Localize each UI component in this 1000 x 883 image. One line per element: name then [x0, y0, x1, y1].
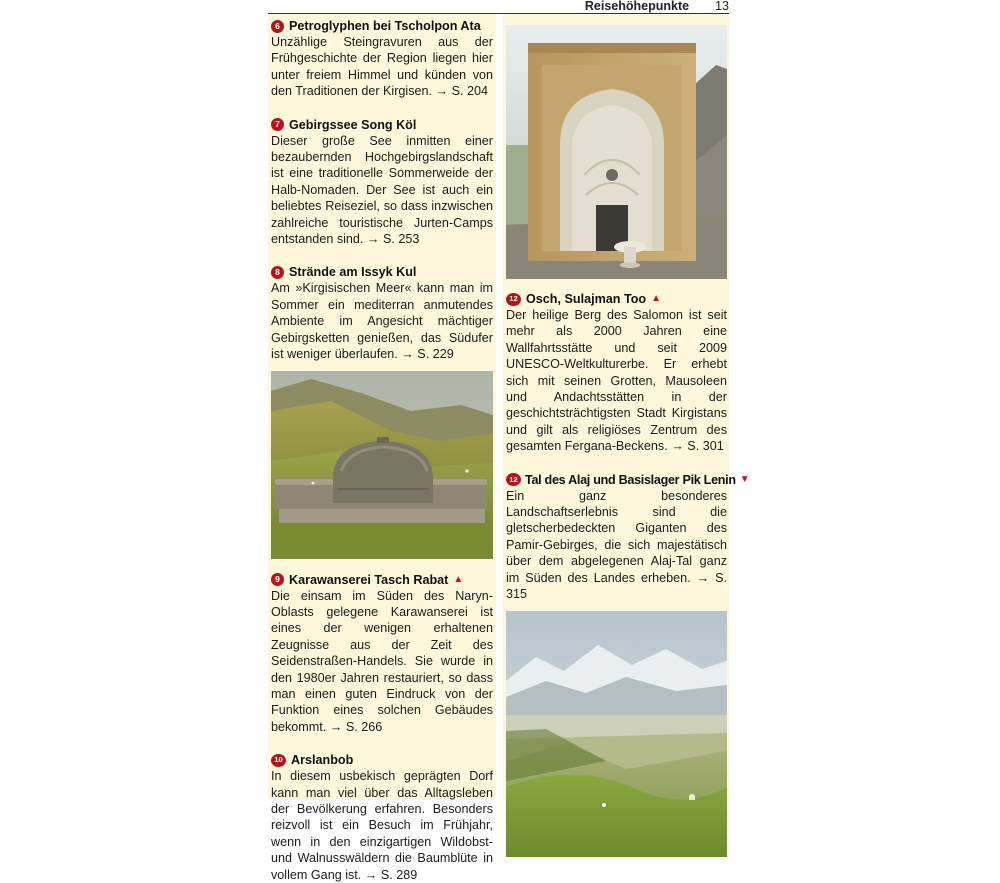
entry-title: Tal des Alaj und Basislager Pik Lenin: [525, 472, 736, 487]
entry-heading: [506, 291, 727, 307]
entry-text: Unzählige Steingravuren aus der Frühgeschichte der Region liegen hier unter freiem Himmel und künden von den Traditionen der Kirgisen. → S. 204: [271, 35, 493, 99]
entry-title: Osch, Sulajman Too: [526, 292, 647, 306]
entry-text: Ein ganz besonderes Landschaftserlebnis sind die gletscherbedeckten Giganten des Pamir-Gebirges, die sich majestätisch über dem abgelegenen Alaj-Tal ganz im Süden des Landes erheben. → S. 315: [506, 488, 727, 602]
entry-heading: [506, 472, 750, 488]
numbered-badge-icon: 10: [271, 754, 286, 767]
section-title: Reisehöhepunkte: [584, 0, 690, 13]
numbered-badge-icon: 12: [506, 473, 521, 486]
header-rule: [268, 13, 729, 14]
entry-text: In diesem usbekisch geprägten Dorf kann man viel über das Alltagsleben der Bevölkerung erfahren. Besonders reizvoll ist ein Besuch im Frühjahr, wenn in den einzigartigen Wildobst- und Walnusswäldern die Baumblüte in vollem Gang ist. → S. 289: [271, 769, 493, 882]
photo-alaj-valley: [506, 611, 727, 857]
entry-title: Karawanserei Tasch Rabat: [289, 572, 449, 587]
entry-petroglyphs: [271, 18, 493, 100]
triangle-up-icon: ▲: [453, 573, 464, 585]
entry-text: Dieser große See inmitten einer bezaubernden Hochgebirgslandschaft ist eine traditionelle Sommerweide der Halb-Nomaden. Der See ist auch ein beliebtes Reiseziel, so dass inzwischen zahlreiche touristische Jurten-Camps entstanden sind. → S. 253: [271, 133, 493, 247]
numbered-badge-icon: 12: [506, 293, 521, 306]
entry-osch: [506, 291, 727, 455]
page-number: 13: [715, 0, 729, 13]
triangle-up-icon: ▲: [651, 293, 662, 304]
left-column: [271, 18, 493, 883]
photo-sulajman-too: [506, 25, 727, 279]
entry-heading: [271, 752, 493, 768]
entry-heading: [271, 572, 493, 588]
numbered-badge-icon: 8: [271, 266, 284, 279]
entry-tash-rabat: [271, 572, 493, 736]
entry-arslanbob: [271, 752, 493, 883]
entry-heading: [271, 264, 493, 280]
entry-text: Der heilige Berg des Salomon ist seit mehr als 2000 Jahren eine Wallfahrtsstätte und seit 2009 UNESCO-Weltkulturerbe. Er erhebt sich mit seinen Grotten, Mausoleen und Andachtsstätten in der geschichtsträchtigsten Stadt Kirgistans und gilt als religiöses Zentrum des gesamten Fergana-Beckens. → S. 301: [506, 308, 727, 454]
entry-heading: [271, 117, 493, 133]
entry-text: Am »Kirgisischen Meer« kann man im Sommer ein mediterran anmutendes Ambiente im Angesicht mächtiger Gebirgsketten genießen, das Südufer ist weniger überlaufen. → S. 229: [271, 281, 493, 362]
entry-title: Gebirgssee Song Köl: [289, 117, 417, 132]
right-column: [506, 25, 750, 857]
entry-issyk-kul: [271, 264, 493, 362]
entry-title: Strände am Issyk Kul: [289, 265, 417, 280]
entry-song-kol: [271, 117, 493, 248]
numbered-badge-icon: 7: [271, 118, 284, 131]
numbered-badge-icon: 6: [271, 20, 284, 33]
running-header: [585, 0, 729, 13]
photo-tash-rabat: [271, 371, 493, 559]
entry-title: Arslanbob: [291, 753, 354, 768]
entry-text: Die einsam im Süden des Naryn-Oblasts gelegene Karawanserei ist eines der wenigen erhaltenen Zeugnisse aus der Zeit des Seidenstraßen-Handels. Sie wurde in den 1980er Jahren restauriert, so dass man einen guten Eindruck von der Funktion eines solchen Gebäudes bekommt. → S. 266: [271, 588, 493, 734]
entry-heading: [271, 18, 493, 34]
numbered-badge-icon: 9: [271, 573, 284, 586]
entry-title: Petroglyphen bei Tscholpon Ata: [289, 19, 481, 33]
entry-alaj: [506, 472, 750, 603]
triangle-down-icon: ▼: [739, 473, 750, 485]
